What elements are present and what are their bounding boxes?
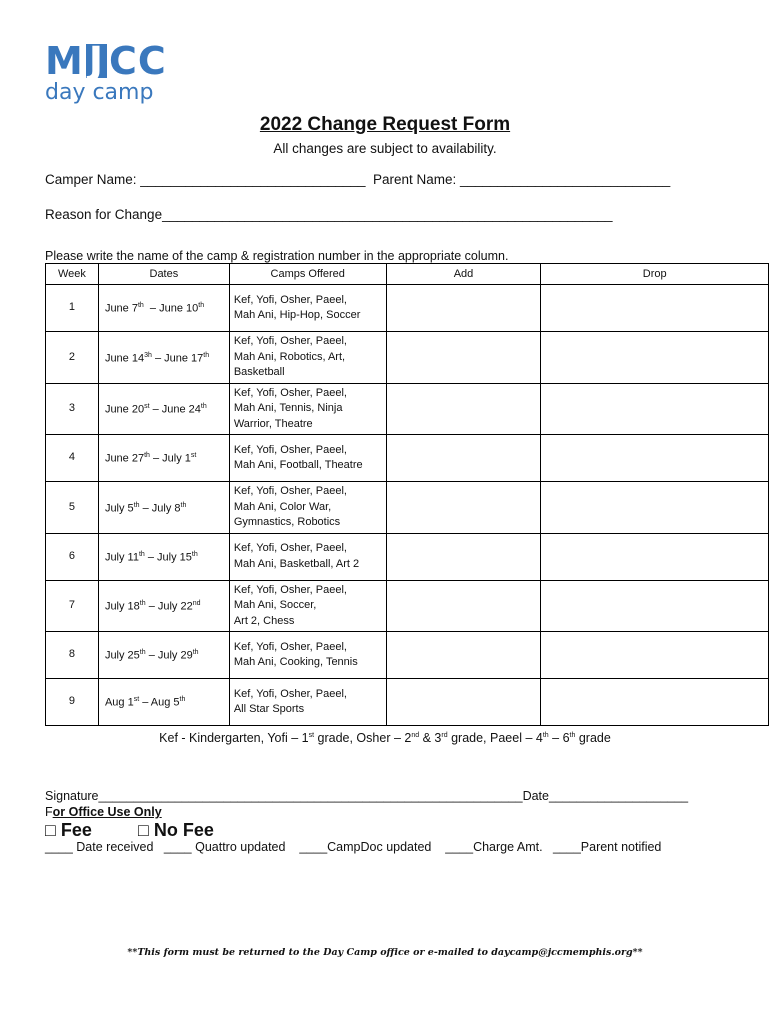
camps-offered-cell xyxy=(229,580,386,632)
add-cell[interactable] xyxy=(386,533,541,580)
camp-line: All Star Sports xyxy=(233,703,305,715)
drop-cell[interactable] xyxy=(541,285,769,332)
camps-offered-cell xyxy=(229,383,386,435)
week-cell: 2 xyxy=(46,332,99,384)
dates-cell: Aug 1st – Aug 5th xyxy=(98,679,229,726)
camp-line: Gymnastics, Robotics xyxy=(233,516,341,528)
signature-date-line[interactable]: Signature_____________________________________________________________Date____________________ xyxy=(45,789,689,803)
add-cell[interactable] xyxy=(386,679,541,726)
table-row xyxy=(46,332,769,384)
camps-offered-cell xyxy=(229,482,386,534)
camp-line: Mah Ani, Football, Theatre xyxy=(233,459,363,471)
camps-offered-cell xyxy=(229,679,386,726)
office-checklist: ____ Date received ____ Quattro updated ____CampDoc updated ____Charge Amt. ____Parent notified xyxy=(45,840,662,854)
header-week: Week xyxy=(46,264,99,285)
header-add: Add xyxy=(386,264,541,285)
camps-offered-cell xyxy=(229,285,386,332)
week-cell: 3 xyxy=(46,383,99,435)
add-cell[interactable] xyxy=(386,285,541,332)
camp-line: Kef, Yofi, Osher, Paeel, xyxy=(233,640,347,653)
camp-line: Kef, Yofi, Osher, Paeel, xyxy=(233,485,347,497)
no-fee-checkbox[interactable]: □ No Fee xyxy=(138,820,214,840)
dates-cell: June $14^{3h}$ – June 17th xyxy=(98,332,229,384)
dates-cell: July 11th – July 15th xyxy=(98,533,229,580)
table-row xyxy=(46,482,769,534)
camp-line: Kef, Yofi, Osher, Paeel, xyxy=(233,687,347,700)
drop-cell[interactable] xyxy=(541,383,769,435)
table-row xyxy=(46,383,769,435)
week-cell: 8 xyxy=(46,632,99,679)
camp-line: Mah Ani, Cooking, Tennis xyxy=(233,656,358,668)
mjcc-day-camp-logo xyxy=(45,39,167,105)
grade-legend: Kef - Kindergarten, Yofi – 1st grade, Osher – 2nd & 3rd grade, Paeel – 4th – 6th grade xyxy=(159,731,611,745)
week-cell: 7 xyxy=(46,580,99,632)
camps-offered-cell xyxy=(229,533,386,580)
camper-parent-name-line[interactable]: Camper Name: ______________________________ Parent Name: ____________________________ xyxy=(45,172,671,187)
instruction-text: Please write the name of the camp & registration number in the appropriate column. xyxy=(45,249,509,263)
camp-line: Kef, Yofi, Osher, Paeel, xyxy=(233,293,347,306)
drop-cell[interactable] xyxy=(541,580,769,632)
camp-line: Mah Ani, Soccer, xyxy=(233,599,317,611)
camps-offered-cell xyxy=(229,632,386,679)
week-cell: 1 xyxy=(46,285,99,332)
dates-cell: June 20st – June 24th xyxy=(98,383,229,435)
camp-line: Warrior, Theatre xyxy=(233,417,313,430)
change-request-table xyxy=(45,263,769,726)
return-instructions: **This form must be returned to the Day Camp office or e-mailed to daycamp@jccmemphis.org** xyxy=(127,947,643,958)
camp-line: Kef, Yofi, Osher, Paeel, xyxy=(233,335,347,347)
week-cell: 6 xyxy=(46,533,99,580)
table-row xyxy=(46,533,769,580)
header-dates: Dates xyxy=(98,264,229,285)
logo-day-camp: day camp xyxy=(45,80,154,105)
camp-line: Mah Ani, Basketball, Art 2 xyxy=(233,557,360,570)
camps-offered-cell xyxy=(229,435,386,482)
header-drop: Drop xyxy=(541,264,769,285)
camp-line: Kef, Yofi, Osher, Paeel, xyxy=(233,542,347,554)
drop-cell[interactable] xyxy=(541,332,769,384)
fee-checkbox[interactable]: □ Fee xyxy=(45,820,92,840)
dates-cell: July 18th – July 22nd xyxy=(98,580,229,632)
dates-cell: June 7th – June 10th xyxy=(98,285,229,332)
table-row xyxy=(46,632,769,679)
dates-cell: July 5th – July 8th xyxy=(98,482,229,534)
drop-cell[interactable] xyxy=(541,482,769,534)
add-cell[interactable] xyxy=(386,632,541,679)
camps-offered-cell xyxy=(229,332,386,384)
table-row xyxy=(46,679,769,726)
week-cell: 4 xyxy=(46,435,99,482)
drop-cell[interactable] xyxy=(541,533,769,580)
add-cell[interactable] xyxy=(386,580,541,632)
dates-cell: June 27th – July 1st xyxy=(98,435,229,482)
add-cell[interactable] xyxy=(386,383,541,435)
week-cell: 9 xyxy=(46,679,99,726)
table-row xyxy=(46,435,769,482)
reason-for-change-line[interactable]: Reason for Change____________________________________________________________ xyxy=(45,207,613,222)
camp-line: Kef, Yofi, Osher, Paeel, xyxy=(233,443,347,456)
add-cell[interactable] xyxy=(386,332,541,384)
table-header-row xyxy=(46,264,769,285)
camp-line: Basketball xyxy=(233,366,285,378)
dates-cell: July 25th – July 29th xyxy=(98,632,229,679)
camp-line: Mah Ani, Robotics, Art, xyxy=(233,350,346,363)
camp-line: Mah Ani, Tennis, Ninja xyxy=(233,402,343,414)
camp-line: Mah Ani, Hip-Hop, Soccer xyxy=(233,309,361,321)
form-title: 2022 Change Request Form xyxy=(259,114,511,135)
add-cell[interactable] xyxy=(386,482,541,534)
drop-cell[interactable] xyxy=(541,435,769,482)
logo-mjcc: M J CC xyxy=(45,39,167,83)
table-row xyxy=(46,285,769,332)
camp-line: Kef, Yofi, Osher, Paeel, xyxy=(233,583,347,596)
camp-line: Kef, Yofi, Osher, Paeel, xyxy=(233,386,347,399)
header-camps-offered: Camps Offered xyxy=(229,264,386,285)
camp-line: Art 2, Chess xyxy=(233,614,295,627)
week-cell: 5 xyxy=(46,482,99,534)
camp-line: Mah Ani, Color War, xyxy=(233,500,332,513)
drop-cell[interactable] xyxy=(541,632,769,679)
drop-cell[interactable] xyxy=(541,679,769,726)
add-cell[interactable] xyxy=(386,435,541,482)
form-subtitle: All changes are subject to availability. xyxy=(273,141,497,156)
table-row xyxy=(46,580,769,632)
office-use-heading: For Office Use Only xyxy=(45,805,162,819)
